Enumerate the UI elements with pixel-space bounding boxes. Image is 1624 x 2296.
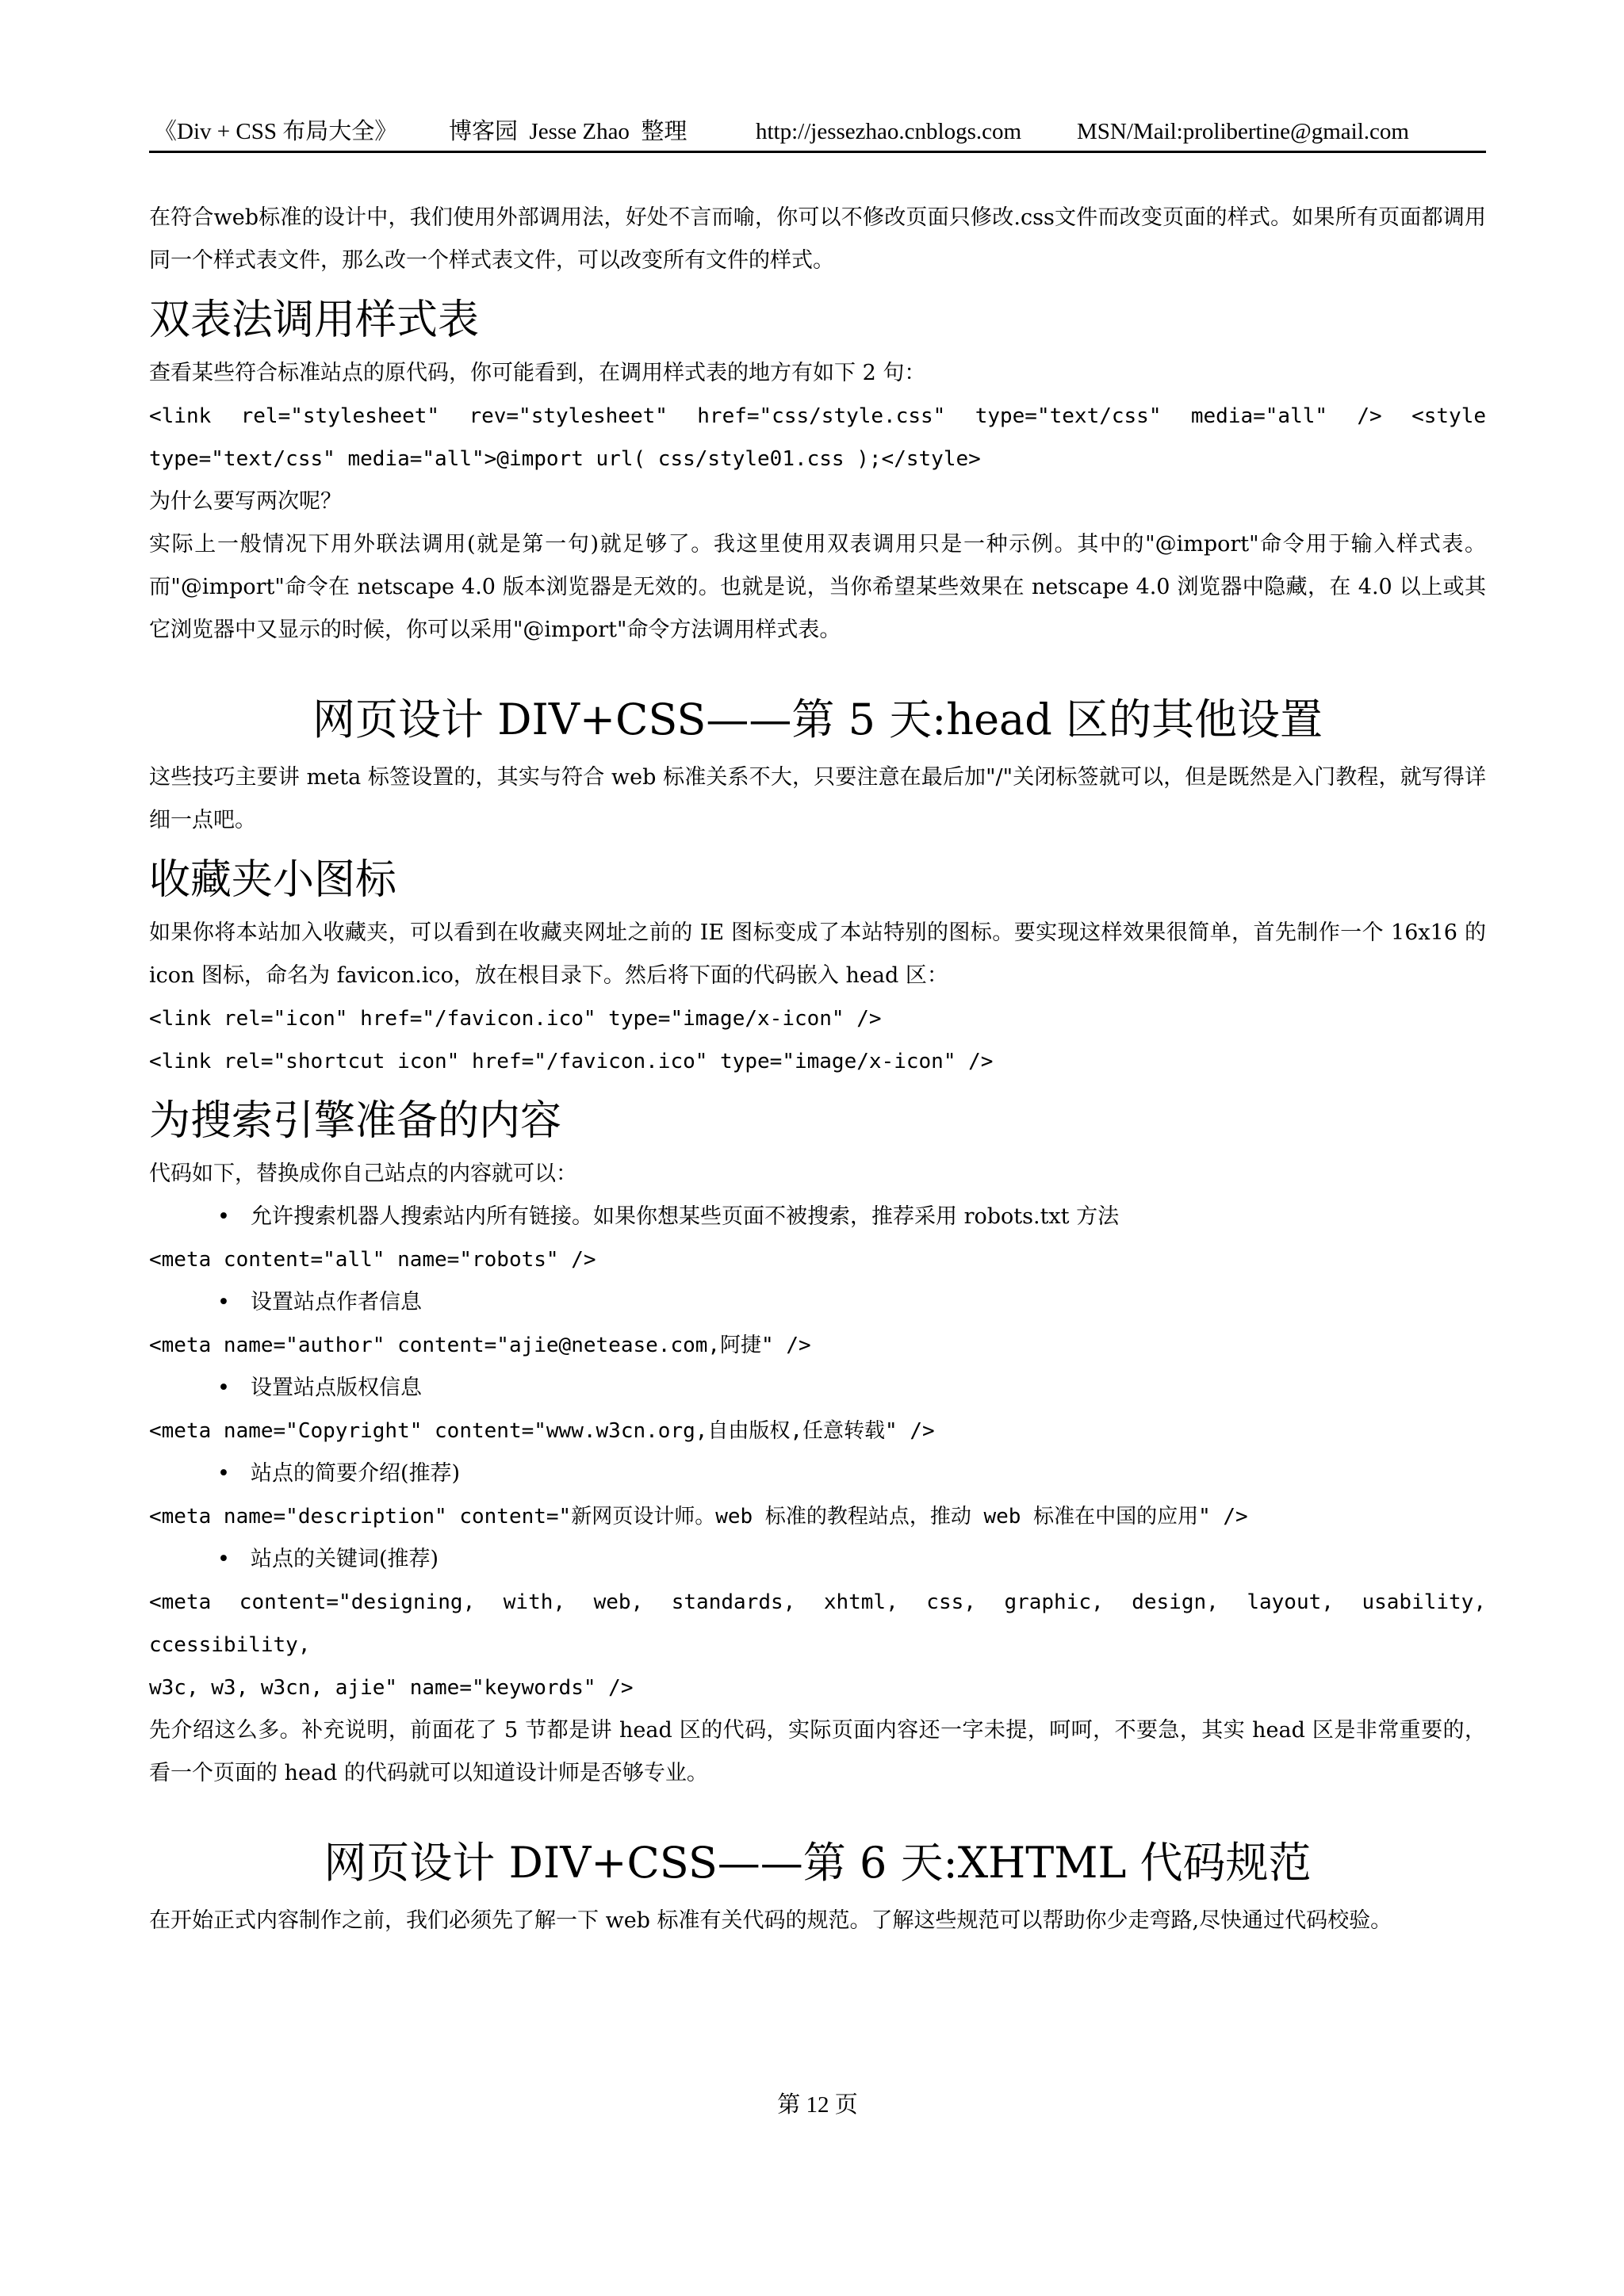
code-line: <meta content="all" name="robots" /> [149,1248,596,1272]
section-heading-search-engine: 为搜索引擎准备的内容 [149,1097,562,1145]
code-line: <meta name="author" content="ajie@netease.com,阿捷" /> [149,1334,811,1357]
day5-intro-paragraph: 这些技巧主要讲 meta 标签设置的，其实与符合 web 标准关系不大，只要注意在最后加"/"关闭标签就可以，但是既然是入门教程，就写得详细一点吧。 [149,765,1486,832]
double-stylesheet-paragraph-3: 实际上一般情况下用外联法调用(就是第一句)就足够了。我这里使用双表调用只是一种示例。其中的"@import"命令用于输入样式表。而"@import"命令在 netscape 4.0 版本浏览器是无效的。也就是说，当你希望某些效果在 netscape 4.0 浏览器中隐藏，在 4.0 以上或其它浏览器中又显示的时候，你可以采用"@import"命令方法调用样式表。 [149,532,1486,642]
bullet-icon: • [217,1376,230,1400]
header-contact: MSN/Mail:prolibertine@gmail.com [1077,119,1409,144]
header-blog: 博客园 Jesse Zhao 整理 [449,119,688,144]
bullet-icon: • [217,1204,230,1229]
section-heading-favicon: 收藏夹小图标 [149,856,397,904]
chapter-title-day5: 网页设计 DIV+CSS——第 5 天:head 区的其他设置 [312,695,1323,744]
document-page [149,0,1486,2296]
list-item-text: 站点的关键词(推荐) [251,1547,439,1571]
double-stylesheet-paragraph-2: 为什么要写两次呢？ [149,489,342,514]
code-line: <meta content="designing, with, web, standards, xhtml, css, graphic, design, layout, usability, ccessibility, [149,1590,1486,1657]
search-engine-closing-paragraph: 先介绍这么多。补充说明，前面花了 5 节都是讲 head 区的代码，实际页面内容还一字未提，呵呵，不要急，其实 head 区是非常重要的，看一个页面的 head 的代码就可以知道设计师是否够专业。 [149,1718,1486,1785]
intro-paragraph: 在符合web标准的设计中，我们使用外部调用法，好处不言而喻，你可以不修改页面只修改.css文件而改变页面的样式。如果所有页面都调用同一个样式表文件，那么改一个样式表文件，可以改变所有文件的样式。 [149,205,1486,273]
favicon-paragraph: 如果你将本站加入收藏夹，可以看到在收藏夹网址之前的 IE 图标变成了本站特别的图标。要实现这样效果很简单，首先制作一个 16x16 的 icon 图标，命名为 favicon.ico，放在根目录下。然后将下面的代码嵌入 head 区： [149,920,1486,988]
list-item [149,1281,1486,1324]
list-item-text: 设置站点版权信息 [251,1376,422,1400]
list-item-text: 设置站点作者信息 [251,1290,422,1314]
code-line: <meta name="description" content="新网页设计师。web 标准的教程站点，推动 web 标准在中国的应用" /> [149,1505,1248,1529]
bullet-icon: • [217,1290,230,1314]
header-url: http://jessezhao.cnblogs.com [756,119,1022,144]
code-line: <link rel="stylesheet" rev="stylesheet" href="css/style.css" type="text/css" media="all" /> <style [149,404,1486,428]
page-number: 第 12 页 [777,2092,858,2118]
list-item-text: 站点的简要介绍(推荐) [251,1461,461,1486]
day6-intro-paragraph: 在开始正式内容制作之前，我们必须先了解一下 web 标准有关代码的规范。了解这些规范可以帮助你少走弯路,尽快通过代码校验。 [149,1908,1392,1933]
double-stylesheet-paragraph-1: 查看某些符合标准站点的原代码，你可能看到，在调用样式表的地方有如下 2 句： [149,361,926,385]
list-item [149,1196,1486,1238]
list-item [149,1367,1486,1410]
code-line: <meta name="Copyright" content="www.w3cn.org,自由版权,任意转载" /> [149,1419,935,1443]
page-content [149,197,1486,1942]
bullet-icon: • [217,1547,230,1571]
code-line: w3c, w3, w3cn, ajie" name="keywords" /> [149,1676,634,1700]
list-item [149,1538,1486,1581]
header-book-title: 《Div + CSS 布局大全》 [154,119,398,144]
list-item [149,1452,1486,1495]
code-line: <link rel="icon" href="/favicon.ico" type="image/x-icon" /> [149,1007,882,1031]
search-engine-paragraph: 代码如下，替换成你自己站点的内容就可以： [149,1161,577,1186]
chapter-title-day6: 网页设计 DIV+CSS——第 6 天:XHTML 代码规范 [324,1838,1312,1888]
section-heading-double-stylesheet: 双表法调用样式表 [149,297,480,344]
bullet-icon: • [217,1461,230,1486]
code-line: <link rel="shortcut icon" href="/favicon.ico" type="image/x-icon" /> [149,1050,994,1073]
code-line: type="text/css" media="all">@import url( css/style01.css );</style> [149,447,981,471]
page-header [149,113,1486,153]
list-item-text: 允许搜索机器人搜索站内所有链接。如果你想某些页面不被搜索，推荐采用 robots.txt 方法 [251,1204,1120,1229]
